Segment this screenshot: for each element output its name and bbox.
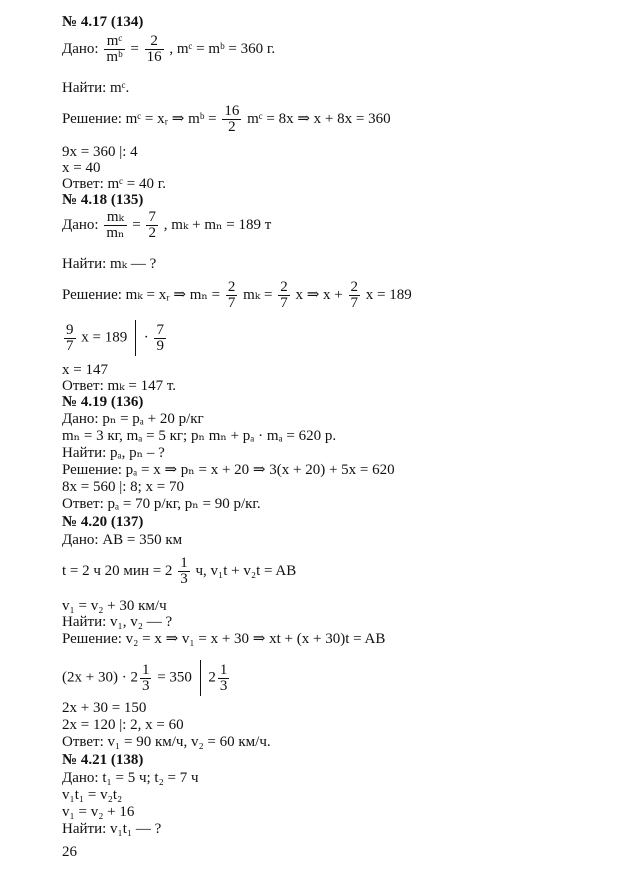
fraction: $\frac{7}{2}$ [148,209,156,241]
given-line: t = 2 ч 20 мин = 2 $\frac{1}{3}$ ч, v₁t + v₂t = AB [62,555,297,587]
fraction: $\frac{2}{7}$ [227,279,236,311]
fraction: $\frac{2}{7}$ [280,279,288,311]
fraction: $\frac{2}{16}$ [146,33,162,65]
fraction: $\frac{7}{9}$ [156,321,164,354]
math-line: (2x + 30) · 2 $\frac{1}{3}$ = 350 2 $\frac{1}{3}$ [62,660,231,696]
fraction: $\frac{1}{3}$ [141,661,150,694]
problem-title: № 4.19 (136) [62,394,144,410]
answer-line: Ответ: mᶜ = 40 г. [62,176,166,192]
find-line: Найти: pₐ, pₙ – ? [62,445,165,461]
solution-line: Решение: v₂ = x ⇒ v₁ = x + 30 ⇒ xt + (x + 30)t = AB [62,631,386,647]
math-line: 2x = 120 |: 2, x = 60 [62,717,184,733]
math-line: 2x + 30 = 150 [62,700,147,716]
find-line: Найти: v₁t₁ — ? [62,821,162,837]
problem-title: № 4.21 (138) [62,752,144,768]
given-line: v₁ = v₂ + 16 [62,804,135,820]
math-line: 8x = 560 |: 8; x = 70 [62,479,185,495]
find-line: Найти: mᶜ. [62,80,130,96]
fraction: $\frac{9}{7}$ [66,321,74,354]
answer-line: Ответ: v₁ = 90 км/ч, v₂ = 60 км/ч. [62,734,271,750]
given-line: v₁t₁ = v₂t₂ [62,787,123,803]
given-line: Дано: AB = 350 км [62,532,183,548]
math-line: x = 40 [62,160,101,176]
answer-line: Ответ: mₖ = 147 т. [62,378,177,394]
fraction: $\frac{2}{7}$ [350,279,359,311]
fraction: $\frac{16}{2}$ [224,103,240,135]
math-line: 9x = 360 |: 4 [62,144,138,160]
answer-line: Ответ: pₐ = 70 р/кг, pₙ = 90 р/кг. [62,496,261,512]
given-label: Дано: [62,40,99,57]
find-line: Найти: v₁, v₂ — ? [62,614,173,630]
given-line: Дано: pₙ = pₐ + 20 р/кг [62,411,204,427]
problem-title: № 4.18 (135) [62,192,144,208]
fraction: $\frac{1}{3}$ [219,661,228,694]
given-line: Дано: t₁ = 5 ч; t₂ = 7 ч [62,770,199,786]
given-line: Дано: $\frac{\text{mᶜ}}{\text{mᵇ}}$ = $\frac{2}{16}$ , mᶜ = mᵇ = 360 г. [62,33,276,65]
math-line: $\frac{9}{7}$ x = 189 · $\frac{7}{9}$ [62,320,168,356]
math-line: x = 147 [62,362,108,378]
solution-line: Решение: pₐ = x ⇒ pₙ = x + 20 ⇒ 3(x + 20) + 5x = 620 [62,462,395,478]
solution-line: Решение: mₖ = xᵣ ⇒ mₙ = $\frac{2}{7}$ mₖ = $\frac{2}{7}$ x ⇒ x + $\frac{2}{7}$ x = 189 [62,279,412,311]
given-line: v₁ = v₂ + 30 км/ч [62,598,167,614]
problem-title: № 4.17 (134) [62,14,144,30]
given-line: Дано: $\frac{\text{mₖ}}{\text{mₙ}}$ = $\frac{7}{2}$ , mₖ + mₙ = 189 т [62,209,272,241]
page-number: 26 [62,844,77,860]
fraction: $\frac{\text{mᶜ}}{\text{mᵇ}}$ [106,33,123,65]
divider-bar [200,660,201,696]
solution-line: Решение: mᶜ = xᵣ ⇒ mᵇ = $\frac{16}{2}$ mᶜ = 8x ⇒ x + 8x = 360 [62,103,391,135]
given-line: mₙ = 3 кг, mₐ = 5 кг; pₙ mₙ + pₐ · mₐ = 620 р. [62,428,337,444]
find-line: Найти: mₖ — ? [62,256,157,272]
fraction: $\frac{\text{mₖ}}{\text{mₙ}}$ [106,209,125,241]
fraction: $\frac{1}{3}$ [180,555,188,587]
problem-title: № 4.20 (137) [62,514,144,530]
divider-bar [135,320,136,356]
